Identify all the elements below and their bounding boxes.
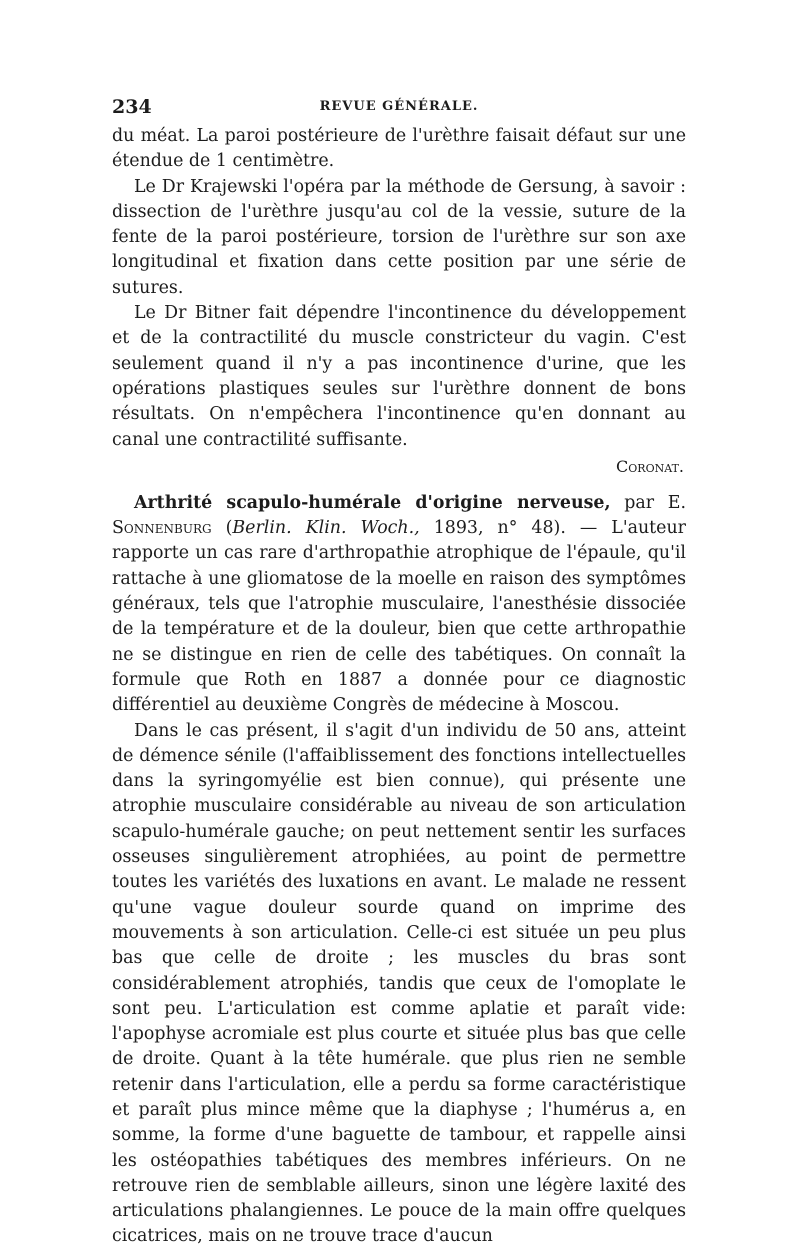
article-paragraph: [112, 491, 686, 719]
page-number: 234: [112, 96, 152, 118]
article-author: E. Sonnenburg: [112, 492, 687, 539]
author-signature: Coronat.: [616, 456, 684, 476]
article-journal: Berlin. Klin. Woch.,: [232, 518, 420, 539]
paragraph: Dans le cas présent, il s'agit d'un individu de 50 ans, atteint de démence sénile (l'affaiblissement des fonctions intellectuelles dans la syringomyélie est bien connue), qui présente une atrophie musculaire considérable au niveau de son articulation scapulo-humérale gauche; on peut nettement sentir les surfaces osseuses singulièrement atrophiées, au point de permettre toutes les variétés des luxations en avant. Le malade ne ressent qu'une vague douleur sourde quand on imprime des mouvements à son articulation. Celle-ci est située un peu plus bas que celle de droite ; les muscles du bras sont considérablement atrophiés, tandis que ceux de l'omoplate le sont peu. L'articulation est comme aplatie et paraît vide: l'apophyse acromiale est plus courte et située plus bas que celle de droite. Quant à la tête humérale. que plus rien ne semble retenir dans l'articulation, elle a perdu sa forme caractéristique et paraît plus mince même que la diaphyse ; l'humérus a, en somme, la forme d'une baguette de tambour, et rappelle ainsi les ostéopathies tabétiques des membres inférieurs. On ne retrouve rien de semblable ailleurs, sinon une légère laxité des articulations phalangiennes. Le pouce de la main offre quelques cicatrices, mais on ne trouve trace d'aucun: [112, 720, 686, 1247]
paragraph: Le Dr Bitner fait dépendre l'incontinence du développement et de la contractilité du muscle constricteur du vagin. C'est seulement quand il n'y a pas incontinence d'urine, que les opérations plastiques seules sur l'urèthre donnent de bons résultats. On n'empêchera l'incontinence qu'en donnant au canal une contractilité suffisante.: [112, 303, 686, 450]
article-body: — L'auteur rapporte un cas rare d'arthropathie atrophique de l'épaule, qu'il rattache à une gliomatose de la moelle en raison des symptômes généraux, tels que l'atrophie musculaire, l'anesthésie dissociée de la température et de la douleur, bien que cette arthropathie ne se distingue en rien de celle des tabétiques. On connaît la formule que Roth en 1887 a donnée pour ce diagnostic différentiel au deuxième Congrès de médecine à Moscou.: [112, 518, 686, 716]
article-title: Arthrité scapulo-humérale d'origine nerveuse,: [134, 492, 611, 513]
running-title: REVUE GÉNÉRALE.: [319, 99, 479, 114]
journal-page: [112, 96, 686, 1250]
paragraph: du méat. La paroi postérieure de l'urèthre faisait défaut sur une étendue de 1 centimètre.: [112, 126, 686, 172]
article-source-rest: 1893, n° 48).: [419, 518, 580, 539]
article-par: par: [610, 492, 668, 513]
page-header: [112, 96, 686, 126]
paragraph: Le Dr Krajewski l'opéra par la méthode de Gersung, à savoir : dissection de l'urèthre jusqu'au col de la vessie, suture de la fente de la paroi postérieure, torsion de l'urèthre sur son axe longitudinal et fixation dans cette position par une série de sutures.: [112, 176, 686, 298]
body-text: [112, 124, 686, 1250]
article-source-open: (: [211, 518, 233, 539]
